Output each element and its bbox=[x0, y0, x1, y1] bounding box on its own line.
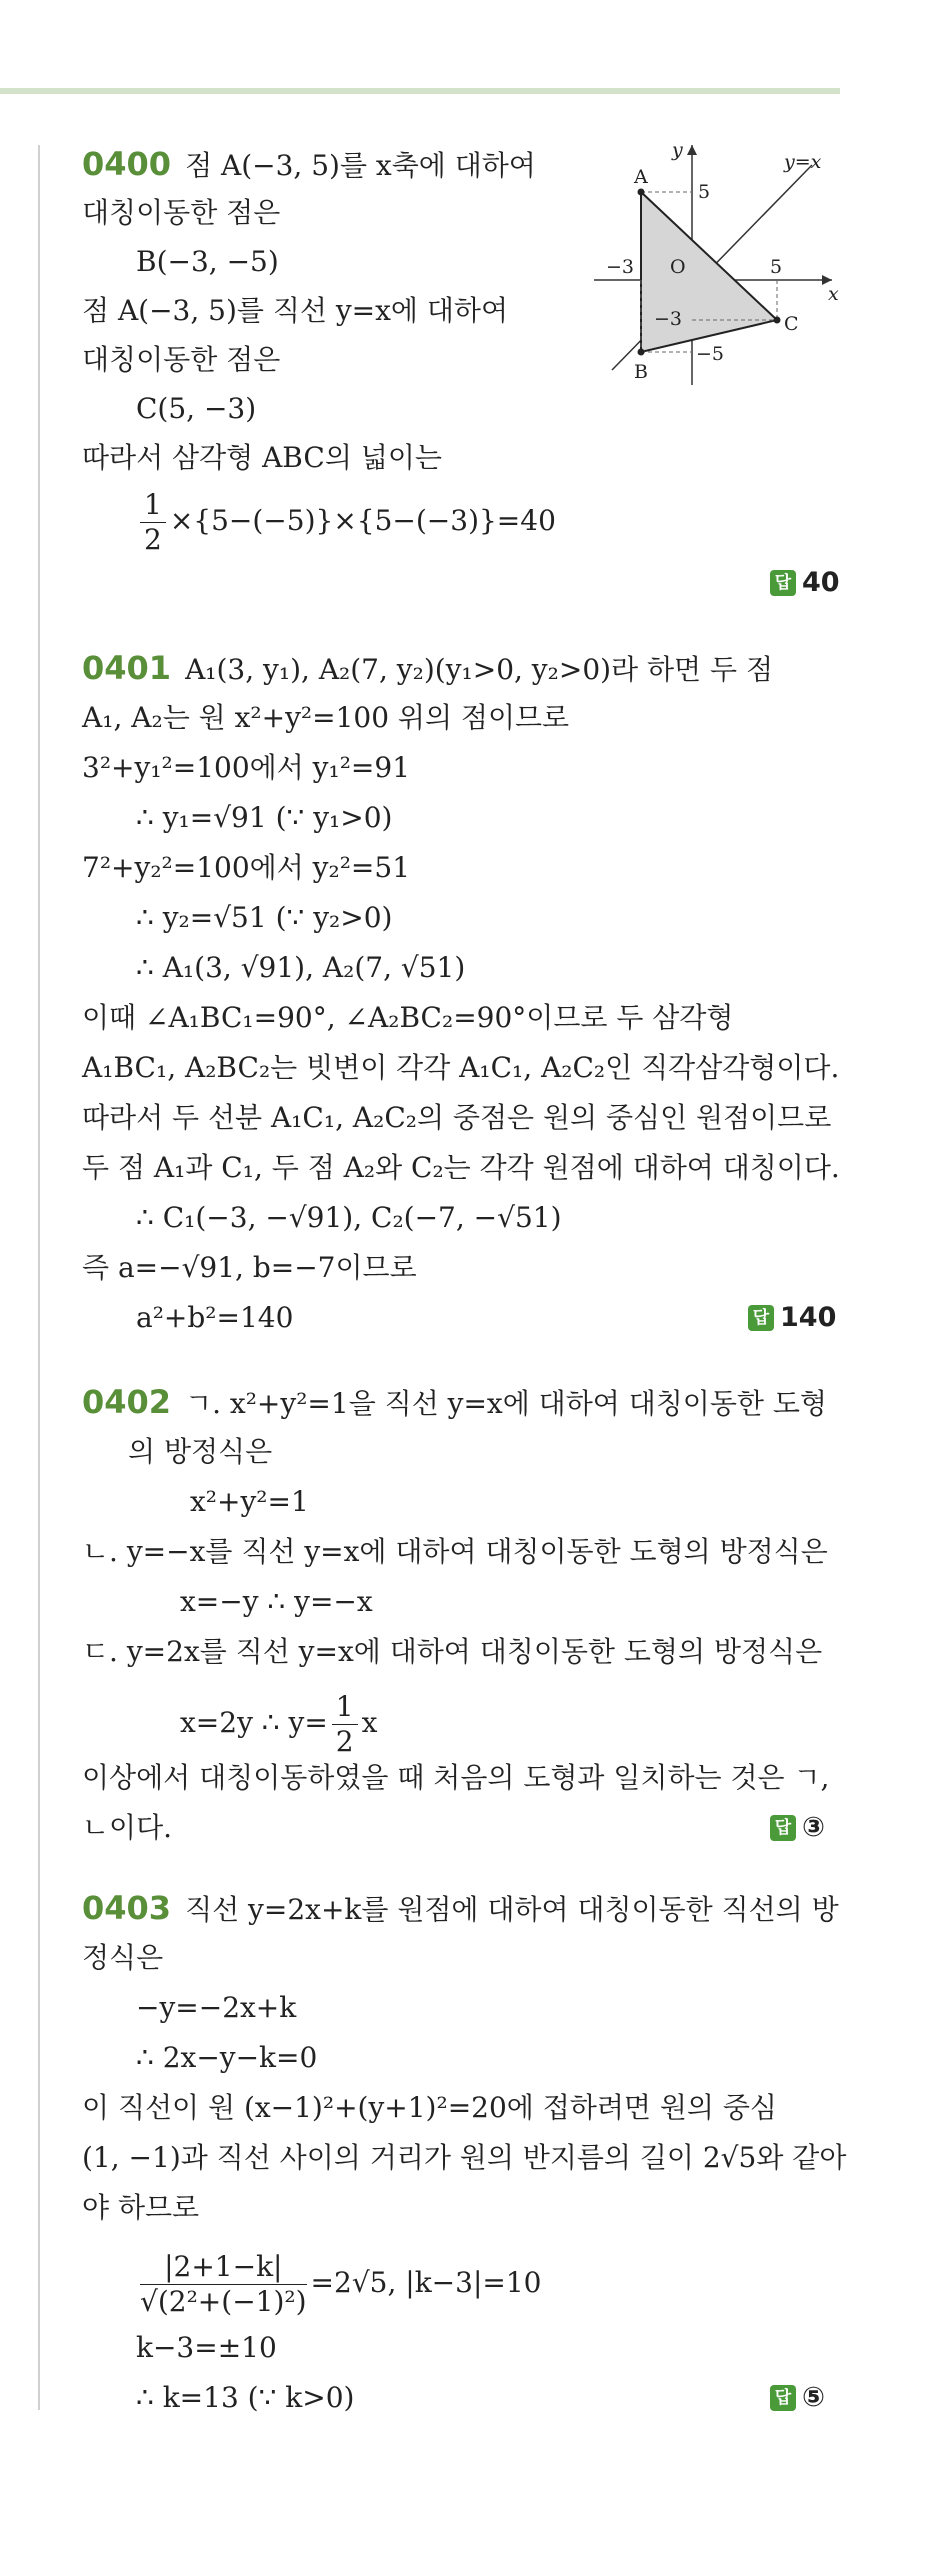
p0401-line-13: 즉 a=−√91, b=−7이므로 bbox=[82, 1251, 417, 1284]
p0400-line-6: C(5, −3) bbox=[136, 392, 257, 425]
p0401-line-9: A₁BC₁, A₂BC₂는 빗변이 각각 A₁C₁, A₂C₂인 직각삼각형이다. bbox=[82, 1051, 840, 1084]
header-rule bbox=[0, 88, 840, 94]
p0403-line-5: 이 직선이 원 (x−1)²+(y+1)²=20에 접하려면 원의 중심 bbox=[82, 2091, 777, 2124]
p0403-line-1: 0403 직선 y=2x+k를 원점에 대하여 대칭이동한 직선의 방 bbox=[82, 1889, 839, 1927]
p0400-line-7: 따라서 삼각형 ABC의 넓이는 bbox=[82, 441, 442, 474]
answer-badge: 답 bbox=[770, 1815, 796, 1841]
p0403-line-4: ∴ 2x−y−k=0 bbox=[136, 2041, 318, 2074]
margin-rule bbox=[38, 145, 40, 2410]
p0403-line-6: (1, −1)과 직선 사이의 거리가 원의 반지름의 길이 2√5와 같아 bbox=[82, 2141, 847, 2174]
problem-number: 0402 bbox=[82, 1383, 172, 1421]
p0402-line-7: x=2y ∴ y= $\frac{1}{2}$ x bbox=[180, 1690, 378, 1758]
p0403-line-10: ∴ k=13 (∵ k>0) bbox=[136, 2381, 355, 2414]
p0400-line-3: B(−3, −5) bbox=[136, 245, 279, 278]
answer-badge: 답 bbox=[770, 2385, 796, 2411]
axis-y-label: y bbox=[672, 140, 683, 161]
p0402-line-5: x=−y ∴ y=−x bbox=[180, 1585, 373, 1618]
label-A: A bbox=[634, 166, 648, 188]
p0402-line-3: x²+y²=1 bbox=[190, 1485, 309, 1518]
problem-number: 0400 bbox=[82, 145, 172, 183]
p0400-line-1: 0400 점 A(−3, 5)를 x축에 대하여 bbox=[82, 145, 536, 183]
p0402-line-6: ㄷ. y=2x를 직선 y=x에 대하여 대칭이동한 도형의 방정식은 bbox=[82, 1635, 823, 1668]
p0401-line-4: ∴ y₁=√91 (∵ y₁>0) bbox=[136, 801, 393, 834]
p0401-line-8: 이때 ∠A₁BC₁=90°, ∠A₂BC₂=90°이므로 두 삼각형 bbox=[82, 1001, 734, 1034]
answer-0403: 답 ⑤ bbox=[770, 2380, 825, 2416]
p0401-line-10: 따라서 두 선분 A₁C₁, A₂C₂의 중점은 원의 중심인 원점이므로 bbox=[82, 1101, 832, 1134]
tick-y-neg3: −3 bbox=[654, 308, 683, 330]
p0402-line-9: ㄴ이다. bbox=[82, 1811, 173, 1844]
p0400-area-formula: $\frac{1}{2}$ ×{5−(−5)}×{5−(−3)}=40 bbox=[136, 488, 556, 557]
p0403-line-3: −y=−2x+k bbox=[136, 1991, 297, 2024]
label-O: O bbox=[670, 256, 686, 278]
p0401-line-1: 0401 A₁(3, y₁), A₂(7, y₂)(y₁>0, y₂>0)라 하면 두 점 bbox=[82, 649, 773, 687]
p0402-line-4: ㄴ. y=−x를 직선 y=x에 대하여 대칭이동한 도형의 방정식은 bbox=[82, 1535, 828, 1568]
p0402-line-2: 의 방정식은 bbox=[128, 1435, 273, 1468]
p0401-line-7: ∴ A₁(3, √91), A₂(7, √51) bbox=[136, 951, 466, 984]
p0401-line-6: ∴ y₂=√51 (∵ y₂>0) bbox=[136, 901, 393, 934]
answer-0402: 답 ③ bbox=[770, 1810, 825, 1846]
label-B: B bbox=[634, 361, 648, 383]
answer-badge: 답 bbox=[748, 1305, 774, 1331]
p0401-line-2: A₁, A₂는 원 x²+y²=100 위의 점이므로 bbox=[82, 701, 570, 734]
problem-number: 0401 bbox=[82, 649, 172, 687]
p0401-line-11: 두 점 A₁과 C₁, 두 점 A₂와 C₂는 각각 원점에 대하여 대칭이다. bbox=[82, 1151, 840, 1184]
label-C: C bbox=[784, 313, 799, 335]
p0403-line-2: 정식은 bbox=[82, 1941, 164, 1974]
answer-badge: 답 bbox=[770, 570, 796, 596]
p0401-line-12: ∴ C₁(−3, −√91), C₂(−7, −√51) bbox=[136, 1201, 562, 1234]
p0403-line-7: 야 하므로 bbox=[82, 2191, 200, 2224]
problem-number: 0403 bbox=[82, 1889, 172, 1927]
p0401-line-3: 3²+y₁²=100에서 y₁²=91 bbox=[82, 751, 411, 784]
answer-0401: 답 140 bbox=[748, 1300, 836, 1336]
p0403-line-9: k−3=±10 bbox=[136, 2331, 277, 2364]
tick-x-neg3: −3 bbox=[606, 256, 635, 278]
p0401-line-14: a²+b²=140 bbox=[136, 1301, 294, 1334]
distance-fraction: $\frac{|2+1-k|}{\text{√(2²+(−1)²)}}$ bbox=[140, 2250, 307, 2318]
tick-y-5: 5 bbox=[698, 181, 711, 203]
tick-x-5: 5 bbox=[770, 256, 783, 278]
p0402-line-1: 0402 ㄱ. x²+y²=1을 직선 y=x에 대하여 대칭이동한 도형 bbox=[82, 1383, 827, 1421]
p0400-line-2: 대칭이동한 점은 bbox=[82, 196, 281, 229]
p0400-line-4: 점 A(−3, 5)를 직선 y=x에 대하여 bbox=[82, 294, 509, 327]
p0403-distance-formula: $\frac{|2+1-k|}{\text{√(2²+(−1)²)}}$ =2√5, |k−3|=10 bbox=[140, 2250, 542, 2318]
axis-x-label: x bbox=[828, 283, 839, 305]
p0400-line-5: 대칭이동한 점은 bbox=[82, 343, 281, 376]
line-y-eq-x-label: y=x bbox=[784, 151, 822, 173]
tick-y-neg5: −5 bbox=[696, 343, 725, 365]
fraction-half: $\frac{1}{2}$ bbox=[140, 488, 166, 557]
p0402-line-8: 이상에서 대칭이동하였을 때 처음의 도형과 일치하는 것은 ㄱ, bbox=[82, 1761, 830, 1794]
p0401-line-5: 7²+y₂²=100에서 y₂²=51 bbox=[82, 851, 411, 884]
answer-0400: 답 40 bbox=[770, 565, 840, 601]
triangle-abc-graph bbox=[594, 140, 844, 385]
fraction-half: $\frac{1}{2}$ bbox=[332, 1690, 358, 1759]
